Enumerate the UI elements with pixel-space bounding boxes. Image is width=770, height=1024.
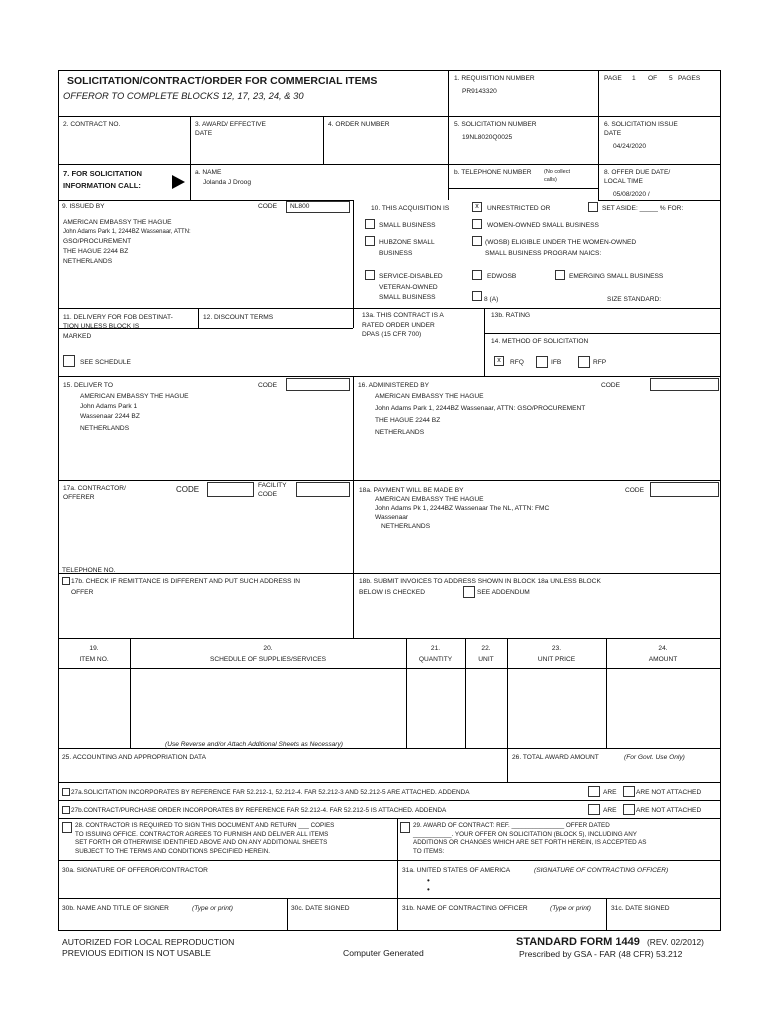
payment-line: Wassenaar <box>375 514 409 521</box>
issued-by-label: 9. ISSUED BY <box>62 203 105 210</box>
administered-code-field[interactable] <box>650 378 719 391</box>
wosb-label: (WOSB) ELIGIBLE UNDER THE WOMEN-OWNED SMALL BUSINESS PROGRAM NAICS: <box>485 239 637 257</box>
col-unit-price-label: UNIT PRICE <box>537 656 576 663</box>
col-quantity-num: 21. <box>430 645 441 652</box>
set-aside-label: SET ASIDE: _____ % FOR: <box>602 205 684 212</box>
total-award-note: (For Govt. Use Only) <box>624 754 685 761</box>
delivery-fob-label: 11. DELIVERY FOR FOB DESTINAT- TION UNLESS BLOCK IS MARKED <box>63 314 173 340</box>
pointer-arrow-icon <box>172 175 185 189</box>
contractor-code-label: CODE <box>176 485 200 494</box>
telephone-no-label: TELEPHONE NO. <box>62 567 116 574</box>
see-schedule-checkbox[interactable] <box>63 355 75 367</box>
27a-are-checkbox[interactable] <box>588 786 600 797</box>
31b-label: 31b. NAME OF CONTRACTING OFFICER <box>402 905 528 912</box>
name-value: Jolanda J Droog <box>203 179 252 186</box>
administered-line: John Adams Park 1, 2244BZ Wassenaar, ATTN: GSO/PROCUREMENT <box>375 405 586 412</box>
27a-are-label: ARE <box>603 789 617 796</box>
27b-text: 27b.CONTRACT/PURCHASE ORDER INCORPORATES BY REFERENCE FAR 52.212-4. FAR 52.212-5 IS ATTACHED. ADDENDA <box>71 807 447 814</box>
deliver-to-line: AMERICAN EMBASSY THE HAGUE <box>80 393 189 400</box>
28-checkbox[interactable] <box>62 822 72 833</box>
footer-reproduction: AUTORIZED FOR LOCAL REPRODUCTION PREVIOUS EDITION IS NOT USABLE <box>62 937 235 959</box>
signature-bullet: • <box>427 885 430 894</box>
emerging-checkbox[interactable] <box>555 270 565 280</box>
col-unit-price-num: 23. <box>551 645 562 652</box>
col-amount-label: AMOUNT <box>648 656 678 663</box>
29-checkbox[interactable] <box>400 822 410 833</box>
31b-note: (Type or print) <box>550 905 591 912</box>
edwosb-checkbox[interactable] <box>472 270 482 280</box>
payment-line: NETHERLANDS <box>381 523 431 530</box>
administered-by-label: 16. ADMINISTERED BY <box>358 382 430 389</box>
payment-line: AMERICAN EMBASSY THE HAGUE <box>375 496 484 503</box>
hubzone-checkbox[interactable] <box>365 236 375 246</box>
page-of: OF <box>648 75 658 82</box>
27b-are-checkbox[interactable] <box>588 804 600 815</box>
27a-checkbox[interactable] <box>62 788 70 796</box>
facility-code-label: FACILITY CODE <box>258 482 287 498</box>
pages-label: PAGES <box>678 75 701 82</box>
page-total: 5 <box>669 75 673 82</box>
issued-by-line: NETHERLANDS <box>63 258 113 265</box>
schedule-footnote: (Use Reverse and/or Attach Additional Sheets as Necessary) <box>165 741 343 748</box>
for-solicitation-label: 7. FOR SOLICITATION INFORMATION CALL: <box>63 169 143 190</box>
requisition-value: PR9143320 <box>462 88 497 95</box>
31a-label: 31a. UNITED STATES OF AMERICA <box>402 867 511 874</box>
issued-by-line: GSO/PROCUREMENT <box>63 238 132 245</box>
administered-line: NETHERLANDS <box>375 429 425 436</box>
submit-invoices-label: 18b. SUBMIT INVOICES TO ADDRESS SHOWN IN BLOCK 18a UNLESS BLOCK BELOW IS CHECKED <box>359 578 601 597</box>
payment-line: John Adams Pk 1, 2244BZ Wassenaar The NL, ATTN: FMC <box>375 505 550 512</box>
accounting-label: 25. ACCOUNTING AND APPROPRIATION DATA <box>62 754 206 761</box>
name-label: a. NAME <box>195 169 222 176</box>
col-supplies-label: SCHEDULE OF SUPPLIES/SERVICES <box>209 656 327 663</box>
see-schedule-label: SEE SCHEDULE <box>80 359 131 366</box>
col-amount-num: 24. <box>658 645 668 652</box>
issued-by-code-value: NL800 <box>290 203 310 210</box>
contractor-code-field[interactable] <box>207 482 254 497</box>
deliver-to-line: NETHERLANDS <box>80 425 130 432</box>
sdvosb-checkbox[interactable] <box>365 270 375 280</box>
solicitation-number-label: 5. SOLICITATION NUMBER <box>454 121 537 128</box>
eight-a-label: 8 (A) <box>484 296 499 303</box>
rfp-label: RFP <box>593 359 607 366</box>
28-text: 28. CONTRACTOR IS REQUIRED TO SIGN THIS DOCUMENT AND RETURN ___ COPIES TO ISSUING OFFICE. CONTRACTOR AGREES TO FURNISH AND DELIVER ALL ITEMS SET FORTH OR OTHERWISE IDENTIFIED ABOVE AND ON ANY ADDITIONAL SHEETS SUBJECT TO THE TERMS AND CONDITIONS SPECIFIED HEREIN. <box>75 822 335 855</box>
page-current: 1 <box>632 75 636 82</box>
see-addendum-checkbox[interactable] <box>463 586 475 598</box>
wosb-checkbox[interactable] <box>472 236 482 246</box>
rfq-checkbox[interactable]: x <box>494 356 504 366</box>
col-item-label: ITEM NO. <box>79 656 109 663</box>
eight-a-checkbox[interactable] <box>472 291 482 301</box>
form-subtitle: OFFEROR TO COMPLETE BLOCKS 12, 17, 23, 24, & 30 <box>63 90 304 101</box>
27a-are-not-checkbox[interactable] <box>623 786 635 797</box>
form-title: SOLICITATION/CONTRACT/ORDER FOR COMMERCIAL ITEMS <box>67 75 378 87</box>
edwosb-label: EDWOSB <box>487 273 517 280</box>
deliver-to-label: 15. DELIVER TO <box>63 382 113 389</box>
emerging-label: EMERGING SMALL BUSINESS <box>569 273 664 280</box>
unrestricted-label: UNRESTRICTED OR <box>487 205 551 212</box>
rfp-checkbox[interactable] <box>578 356 590 368</box>
see-addendum-label: SEE ADDENDUM <box>477 589 530 596</box>
offer-due-label: 8. OFFER DUE DATE/ LOCAL TIME <box>604 169 671 186</box>
col-item-num: 19. <box>89 645 99 652</box>
issued-by-line: John Adams Park 1, 2244BZ Wassenaar, ATTN: <box>63 229 191 235</box>
30b-note: (Type or print) <box>192 905 233 912</box>
remittance-label: 17b. CHECK IF REMITTANCE IS DIFFERENT AND PUT SUCH ADDRESS IN OFFER <box>71 578 300 597</box>
issued-by-line: THE HAGUE 2244 BZ <box>63 248 129 255</box>
ifb-label: IFB <box>551 359 562 366</box>
signature-bullet: • <box>427 876 430 885</box>
issued-by-line: AMERICAN EMBASSY THE HAGUE <box>63 219 172 226</box>
contractor-label: 17a. CONTRACTOR/ OFFERER <box>63 485 126 502</box>
form-revision: (REV. 02/2012) <box>647 937 704 947</box>
rated-order-label: 13a. THIS CONTRACT IS A RATED ORDER UNDER DPAS (15 CFR 700) <box>362 312 444 339</box>
discount-terms-label: 12. DISCOUNT TERMS <box>203 314 274 321</box>
31a-note: (SIGNATURE OF CONTRACTING OFFICER) <box>534 867 669 874</box>
acquisition-label: 10. THIS ACQUISITION IS <box>371 205 450 212</box>
30b-label: 30b. NAME AND TITLE OF SIGNER <box>62 905 169 912</box>
hubzone-label: HUBZONE SMALL BUSINESS <box>379 239 435 257</box>
award-date-label: 3. AWARD/ EFFECTIVE DATE <box>195 121 266 138</box>
facility-code-field[interactable] <box>296 482 350 497</box>
29-text: 29. AWARD OF CONTRACT: REF. _______________ OFFER DATED ___________. YOUR OFFER ON SOLICITATION (BLOCK 5), INCLUDING ANY ADDITIONS OR CHANGES WHICH ARE SET FORTH HEREIN, IS ACCEPTED AS TO ITEMS: <box>413 822 647 855</box>
30c-label: 30c. DATE SIGNED <box>291 905 350 912</box>
sdvosb-label: SERVICE-DISABLED VETERAN-OWNED SMALL BUSINESS <box>379 273 443 302</box>
page-label: PAGE <box>604 75 622 82</box>
offer-due-value: 05/08/2020 / <box>613 191 650 198</box>
order-number-label: 4. ORDER NUMBER <box>328 121 390 128</box>
27a-text: 27a.SOLICITATION INCORPORATES BY REFERENCE FAR 52.212-1, 52.212-4. FAR 52.212-3 AND 52.212-5 ARE ATTACHED. ADDENDA <box>71 789 470 796</box>
administered-code-label: CODE <box>601 382 621 389</box>
ifb-checkbox[interactable] <box>536 356 548 368</box>
deliver-to-line: Wassenaar 2244 BZ <box>80 413 140 420</box>
issued-by-code-label: CODE <box>258 203 278 210</box>
27b-checkbox[interactable] <box>62 806 70 814</box>
deliver-to-code-label: CODE <box>258 382 278 389</box>
27b-are-label: ARE <box>603 807 617 814</box>
27b-are-not-checkbox[interactable] <box>623 804 635 815</box>
27a-are-not-label: ARE NOT ATTACHED <box>636 789 702 796</box>
administered-line: AMERICAN EMBASSY THE HAGUE <box>375 393 484 400</box>
31c-label: 31c. DATE SIGNED <box>611 905 670 912</box>
rating-label: 13b. RATING <box>491 312 531 319</box>
prescribed-by: Prescribed by GSA - FAR (48 CFR) 53.212 <box>519 949 683 959</box>
col-unit-num: 22. <box>481 645 491 652</box>
deliver-to-line: John Adams Park 1 <box>80 403 138 410</box>
deliver-to-code-field[interactable] <box>286 378 350 391</box>
remittance-checkbox[interactable] <box>62 577 70 585</box>
payment-label: 18a. PAYMENT WILL BE MADE BY <box>359 487 464 494</box>
payment-code-label: CODE <box>625 487 645 494</box>
solicitation-issue-label: 6. SOLICITATION ISSUE DATE <box>604 121 678 138</box>
col-unit-label: UNIT <box>478 656 494 663</box>
contract-no-label: 2. CONTRACT NO. <box>63 121 121 128</box>
small-business-label: SMALL BUSINESS <box>379 222 436 229</box>
footer-computer-generated: Computer Generated <box>343 948 424 958</box>
rfq-label: RFQ <box>510 359 524 366</box>
women-owned-checkbox[interactable] <box>472 219 482 229</box>
method-label: 14. METHOD OF SOLICITATION <box>491 338 589 345</box>
set-aside-checkbox[interactable] <box>588 202 598 212</box>
unrestricted-checkbox[interactable]: x <box>472 202 482 212</box>
total-award-label: 26. TOTAL AWARD AMOUNT <box>512 754 599 761</box>
30a-label: 30a. SIGNATURE OF OFFEROR/CONTRACTOR <box>62 867 208 874</box>
small-business-checkbox[interactable] <box>365 219 375 229</box>
col-supplies-num: 20. <box>263 645 273 652</box>
col-quantity-label: QUANTITY <box>418 656 453 663</box>
administered-line: THE HAGUE 2244 BZ <box>375 417 441 424</box>
standard-form-number: STANDARD FORM 1449 <box>516 936 640 948</box>
requisition-label: 1. REQUISITION NUMBER <box>454 75 535 82</box>
solicitation-number-value: 19NL8020Q0025 <box>462 134 513 141</box>
telephone-note: (No collect calls) <box>544 169 570 184</box>
women-owned-label: WOMEN-OWNED SMALL BUSINESS <box>487 222 599 229</box>
27b-are-not-label: ARE NOT ATTACHED <box>636 807 702 814</box>
payment-code-field[interactable] <box>650 482 719 497</box>
telephone-label: b. TELEPHONE NUMBER <box>454 169 532 176</box>
solicitation-issue-value: 04/24/2020 <box>613 143 647 150</box>
size-standard-label: SIZE STANDARD: <box>607 296 662 303</box>
